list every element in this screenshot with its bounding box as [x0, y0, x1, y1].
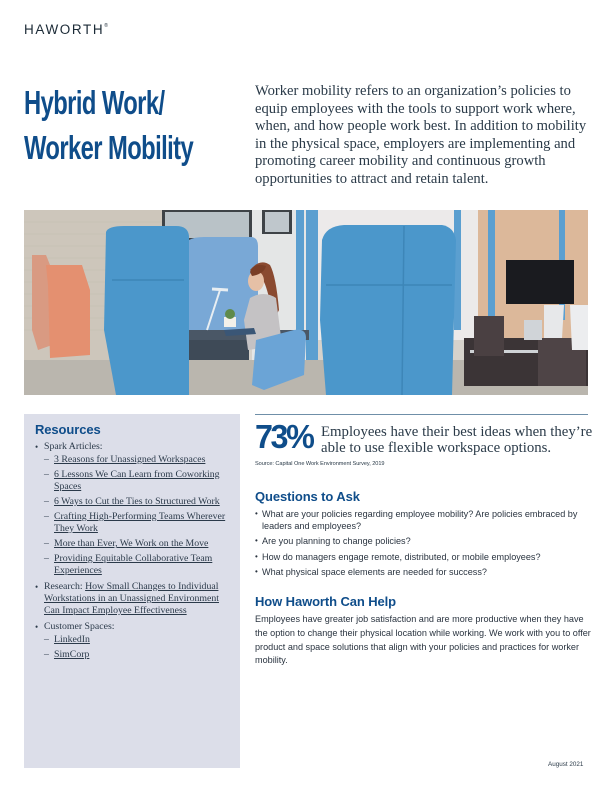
- link-linkedin[interactable]: LinkedIn: [54, 634, 90, 645]
- link-work-on-the-move[interactable]: More than Ever, We Work on the Move: [54, 538, 209, 549]
- customer-spaces-label: Customer Spaces:: [44, 621, 115, 632]
- link-simcorp[interactable]: SimCorp: [54, 649, 90, 660]
- list-item: • How do managers engage remote, distributed, or mobile employees?: [255, 551, 595, 563]
- link-research-small-changes[interactable]: How Small Changes to Individual Workstations in an Unassigned Environment Can Impact Employee Effectiveness: [44, 581, 219, 616]
- stat-callout: [255, 418, 595, 456]
- spark-articles-label: Spark Articles:: [44, 441, 103, 452]
- link-3-reasons-unassigned[interactable]: 3 Reasons for Unassigned Workspaces: [54, 454, 206, 465]
- link-equitable-collaborative[interactable]: Providing Equitable Collaborative Team Experiences: [54, 553, 213, 576]
- list-item: [44, 553, 230, 577]
- list-item: [44, 496, 230, 508]
- brand-name: HAWORTH: [24, 22, 105, 37]
- stat-text: Employees have their best ideas when they’re able to use flexible workspace options.: [321, 424, 593, 456]
- registered-mark: ®: [104, 23, 108, 29]
- list-item: • What are your policies regarding employee mobility? Are policies embraced by leaders and employees?: [255, 508, 595, 532]
- questions-heading: Questions to Ask: [255, 489, 360, 504]
- stat-source: Source: Capital One Work Environment Survey, 2019: [255, 461, 385, 467]
- help-text: Employees have greater job satisfaction and are more productive when they have the option to change their physical location while working. We work with you to offer product and space solutions that align with your policies and practices for worker mobility.: [255, 614, 591, 666]
- spark-articles-list: [44, 454, 230, 577]
- customer-spaces-list: [44, 634, 230, 661]
- link-6-lessons-coworking[interactable]: 6 Lessons We Can Learn from Coworking Spaces: [54, 469, 220, 492]
- list-item: [44, 538, 230, 550]
- resources-list: [35, 441, 230, 661]
- intro-paragraph: Worker mobility refers to an organization’s policies to equip employees with the tools to support work where, when, and how people work best. In addition to mobility in the physical space, employers are implementing and promoting career mobility and continuous growth opportunities to attract and retain talent.: [255, 83, 587, 187]
- list-item: [44, 649, 230, 661]
- link-crafting-teams[interactable]: Crafting High-Performing Teams Wherever They Work: [54, 511, 226, 534]
- help-heading: How Haworth Can Help: [255, 594, 397, 609]
- title-line-2: Worker Mobility: [24, 129, 194, 166]
- help-section: [255, 594, 595, 668]
- list-item: [44, 511, 230, 535]
- list-item: [44, 469, 230, 493]
- list-item: [44, 634, 230, 646]
- resources-panel: [24, 414, 240, 768]
- haworth-logo: [24, 22, 108, 37]
- research-label: Research:: [44, 581, 83, 592]
- title-line-1: Hybrid Work/: [24, 84, 165, 121]
- office-photo: [24, 210, 588, 395]
- questions-list: [255, 508, 595, 578]
- questions-section: [255, 489, 595, 581]
- stat-value: 73%: [255, 418, 313, 455]
- customer-spaces-group: [35, 621, 230, 661]
- resources-heading: Resources: [35, 422, 101, 437]
- spark-articles-group: [35, 441, 230, 577]
- link-6-ways-cut-ties[interactable]: 6 Ways to Cut the Ties to Structured Work: [54, 496, 220, 507]
- list-item: [44, 454, 230, 466]
- office-photo-illustration: [24, 210, 588, 395]
- research-group: [35, 581, 230, 617]
- page-title: [24, 80, 254, 170]
- publication-date: August 2021: [548, 761, 584, 768]
- list-item: • What physical space elements are needed for success?: [255, 566, 595, 578]
- section-divider: [255, 414, 588, 415]
- list-item: • Are you planning to change policies?: [255, 535, 595, 547]
